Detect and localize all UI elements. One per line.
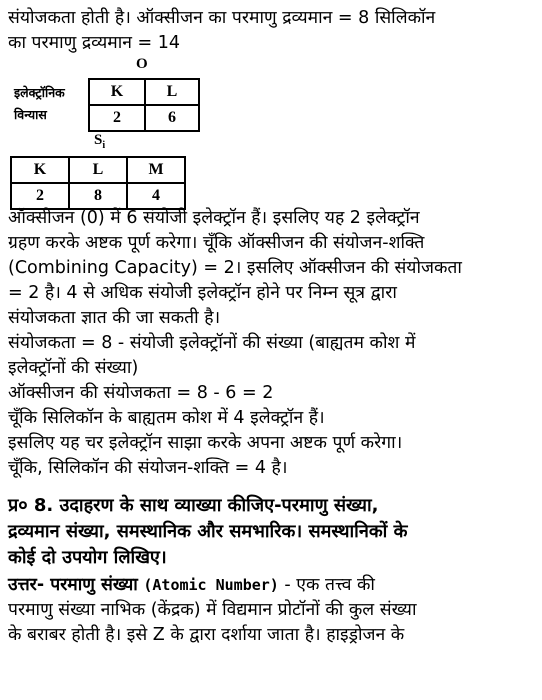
answer-block [8, 573, 534, 648]
shell-cell: L [145, 79, 199, 105]
body-text [8, 206, 534, 481]
body-line: (Combining Capacity) = 2। इसलिए ऑक्सीजन की संयोजकता [8, 258, 462, 278]
body-line: चूँकि सिलिकॉन के बाह्यतम कोश में 4 इलेक्ट्रॉन हैं। [8, 408, 325, 428]
intro-line: संयोजकता होती है। ऑक्सीजन का परमाणु द्रव्यमान = 8 सिलिकॉन [8, 8, 436, 28]
count-cell: 2 [11, 183, 69, 209]
shell-cell: L [69, 157, 127, 183]
silicon-table [10, 156, 186, 210]
question-line: द्रव्यमान संख्या, समस्थानिक और समभारिक। समस्थानिकों के [8, 521, 408, 542]
silicon-title-main: S [94, 132, 103, 148]
body-line: इसलिए यह चर इलेक्ट्रॉन साझा करके अपना अष्टक पूर्ण करेगा। [8, 433, 403, 453]
answer-line: के बराबर होती है। इसे Z के द्वारा दर्शाया जाता है। हाइड्रोजन के [8, 625, 405, 645]
row-label: विन्यास [14, 107, 47, 122]
answer-line [8, 573, 534, 598]
body-line: संयोजकता ज्ञात की जा सकती है। [8, 308, 221, 328]
intro-line: का परमाणु द्रव्यमान = 14 [8, 33, 181, 53]
body-line: इलेक्ट्रॉनों की संख्या) [8, 358, 139, 378]
answer-line: परमाणु संख्या नाभिक (केंद्रक) में विद्यमान प्रोटॉनों की कुल संख्या [8, 600, 417, 620]
row-label: इलेक्ट्रॉनिक [14, 85, 65, 100]
body-line: चूँकि, सिलिकॉन की संयोजन-शक्ति = 4 है। [8, 458, 288, 478]
count-cell: 4 [127, 183, 185, 209]
body-line: ग्रहण करके अष्टक पूर्ण करेगा। चूँकि ऑक्सीजन की संयोजन-शक्ति [8, 233, 425, 253]
oxygen-table-title: O [136, 56, 148, 72]
question-line: कोई दो उपयोग लिखिए। [8, 547, 167, 568]
body-line: संयोजकता = 8 - संयोजी इलेक्ट्रॉनों की संख्या (बाह्यतम कोश में [8, 333, 416, 353]
shell-cell: M [127, 157, 185, 183]
body-line: = 2 है। 4 से अधिक संयोजी इलेक्ट्रॉन होने पर निम्न सूत्र द्वारा [8, 283, 397, 303]
body-line: ऑक्सीजन (0) में 6 संयोजी इलेक्ट्रॉन हैं। इसलिए यह 2 इलेक्ट्रॉन [8, 208, 420, 228]
oxygen-config [8, 56, 534, 126]
answer-term: (Atomic Number) [143, 576, 279, 594]
silicon-title-sub: i [102, 140, 106, 151]
body-line: ऑक्सीजन की संयोजकता = 8 - 6 = 2 [8, 383, 274, 403]
count-cell: 2 [89, 105, 145, 131]
intro [8, 0, 534, 56]
count-cell: 8 [69, 183, 127, 209]
oxygen-table [88, 78, 200, 132]
shell-cell: K [11, 157, 69, 183]
question-line: प्र० 8. उदाहरण के साथ व्याख्या कीजिए-परमाणु संख्या, [8, 495, 379, 516]
answer-text: - एक तत्त्व की [278, 575, 375, 595]
silicon-config [8, 132, 534, 206]
count-cell: 6 [145, 105, 199, 131]
question-block [8, 493, 534, 571]
answer-label: उत्तर- परमाणु संख्या [8, 575, 138, 595]
shell-cell: K [89, 79, 145, 105]
silicon-table-title [94, 132, 105, 151]
